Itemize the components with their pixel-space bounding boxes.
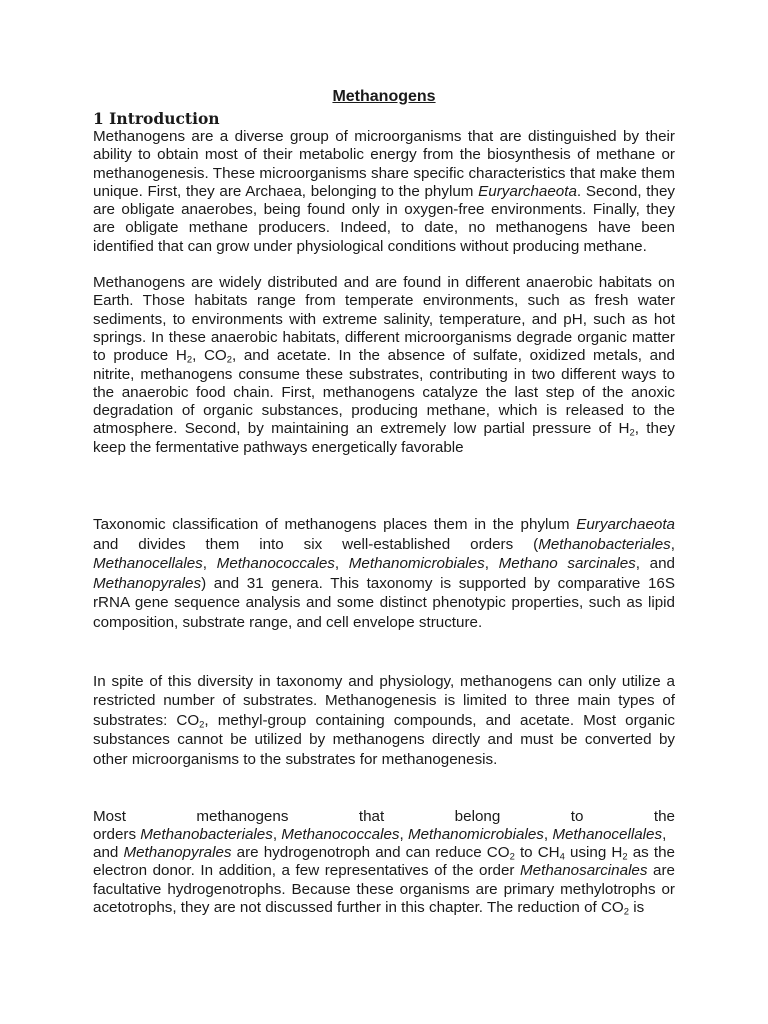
p3-italic-5: Methanomicrobiales — [348, 555, 485, 573]
p3-text-2: and divides them into six well-established orders ( — [93, 535, 539, 553]
p5-sub-3: 2 — [622, 850, 628, 862]
p3-italic-1: Euryarchaeota — [576, 516, 675, 534]
p4-text-1: In spite of this diversity in taxonomy and physiology, methanogens can only utilize a restricted number of substrates. Methanogenesis is limited to three main types of substrates: CO — [93, 672, 675, 729]
p5-word-1: Most — [93, 807, 126, 825]
p2-text-4: , they keep the fermentative pathways energetically favorable — [93, 420, 675, 456]
document-title: Methanogens — [332, 88, 436, 105]
p5-text-3: are hydrogenotroph and can reduce CO — [231, 844, 510, 862]
p3-italic-4: Methanococcales — [216, 555, 335, 573]
paragraph-1 — [93, 128, 675, 256]
p5-body — [93, 844, 675, 917]
p1-text-2: . Second, they are obligate anaerobes, being found only in oxygen-free environments. Finally, they are obligate methane producers. Indeed, to date, no methanogens have been identified that can grow under physiological conditions without producing methane. — [93, 182, 675, 255]
p5-text-1: orders — [93, 825, 141, 843]
p5-text-8: is — [628, 899, 645, 917]
p5-comma-1: , — [272, 825, 282, 843]
document-page — [93, 84, 675, 917]
paragraph-2 — [93, 274, 675, 457]
p5-italic-2: Methanococcales — [281, 825, 400, 843]
p3-comma-4: , — [484, 555, 499, 573]
p5-italic-4: Methanocellales — [552, 825, 663, 843]
p4-sub-1: 2 — [199, 718, 205, 730]
p5-text-2: and — [93, 844, 124, 862]
p1-text-1: Methanogens are a diverse group of microorganisms that are distinguished by their ability to obtain most of their metabolic energy from the biosynthesis of methane or methanogenesis. These microorganisms share specific characteristics that make them unique. First, they are Archaea, belonging to the phylum — [93, 128, 675, 200]
p5-italic-5: Methanopyrales — [123, 844, 232, 862]
p3-italic-2: Methanobacteriales — [538, 535, 671, 553]
p3-comma-2: , — [202, 555, 217, 573]
p5-italic-6: Methanosarcinales — [520, 862, 648, 880]
p5-word-2: methanogens — [196, 807, 289, 825]
p3-italic-6: Methano sarcinales — [498, 555, 636, 573]
p5-comma-3: , — [543, 825, 553, 843]
p5-italic-1: Methanobacteriales — [140, 825, 273, 843]
p5-word-4: belong — [454, 807, 501, 825]
p3-comma-1: , — [670, 535, 675, 553]
p5-word-5: to — [570, 807, 584, 825]
p5-text-6: as the electron donor. In addition, a few representatives of the order — [93, 844, 675, 880]
p3-italic-7: Methanopyrales — [93, 574, 202, 592]
p5-italic-3: Methanomicrobiales — [407, 825, 544, 843]
paragraph-3 — [93, 515, 675, 633]
p5-word-3: that — [358, 807, 385, 825]
p1-italic-1: Euryarchaeota — [478, 182, 577, 200]
p5-sub-2: 4 — [559, 850, 565, 862]
p2-text-1: Methanogens are widely distributed and are found in different anaerobic habitats on Earth. Those habitats range from temperate environments, such as fresh water sediments, to environments with extreme salinity, temperature, and pH, such as hot springs. In these anaerobic habitats, different microorganisms degrade organic matter to produce H — [93, 274, 675, 365]
section-heading: 1 Introduction — [93, 109, 220, 128]
p2-sub-2: 2 — [226, 353, 232, 365]
p5-text-7: are facultative hydrogenotrophs. Because these organisms are primary methylotrophs or acetotrophs, they are not discussed further in this chapter. The reduction of CO — [93, 862, 675, 917]
p5-word-6: the — [653, 807, 675, 825]
p2-text-2: , CO — [192, 347, 227, 365]
p2-sub-1: 2 — [186, 353, 193, 365]
p5-sub-1: 2 — [509, 850, 515, 862]
p3-comma-5: , and — [635, 555, 675, 573]
p5-orders-line — [93, 826, 675, 844]
p3-comma-3: , — [334, 555, 349, 573]
p2-text-3: , and acetate. In the absence of sulfate, oxidized metals, and nitrite, methanogens consume these substrates, contributing in two different ways to the anaerobic food chain. First, methanogens catalyze the last step of the anoxic degradation of organic substances, producing methane, which is released to the atmosphere. Second, by maintaining an extremely low partial pressure of H — [93, 347, 675, 438]
p5-text-5: using H — [564, 844, 623, 862]
p3-italic-3: Methanocellales — [93, 555, 203, 573]
p5-sub-4: 2 — [623, 905, 629, 917]
p2-sub-3: 2 — [629, 426, 635, 438]
p3-text-3: ) and 31 genera. This taxonomy is supported by comparative 16S rRNA gene sequence analysis and some distinct phenotypic properties, such as lipid composition, substrate range, and cell envelope structure. — [93, 574, 675, 632]
p5-first-line — [93, 808, 675, 826]
p5-comma-2: , — [399, 825, 408, 843]
paragraph-4 — [93, 672, 675, 770]
p5-text-4: to CH — [514, 844, 560, 862]
p4-text-2: , methyl-group containing compounds, and acetate. Most organic substances cannot be utilized by methanogens directly and must be converted by other microorganisms to the substrates for methanogenesis. — [93, 711, 675, 768]
p5-comma-4: , — [662, 825, 667, 843]
paragraph-5 — [93, 808, 675, 918]
p3-text-1: Taxonomic classification of methanogens places them in the phylum — [93, 516, 577, 534]
